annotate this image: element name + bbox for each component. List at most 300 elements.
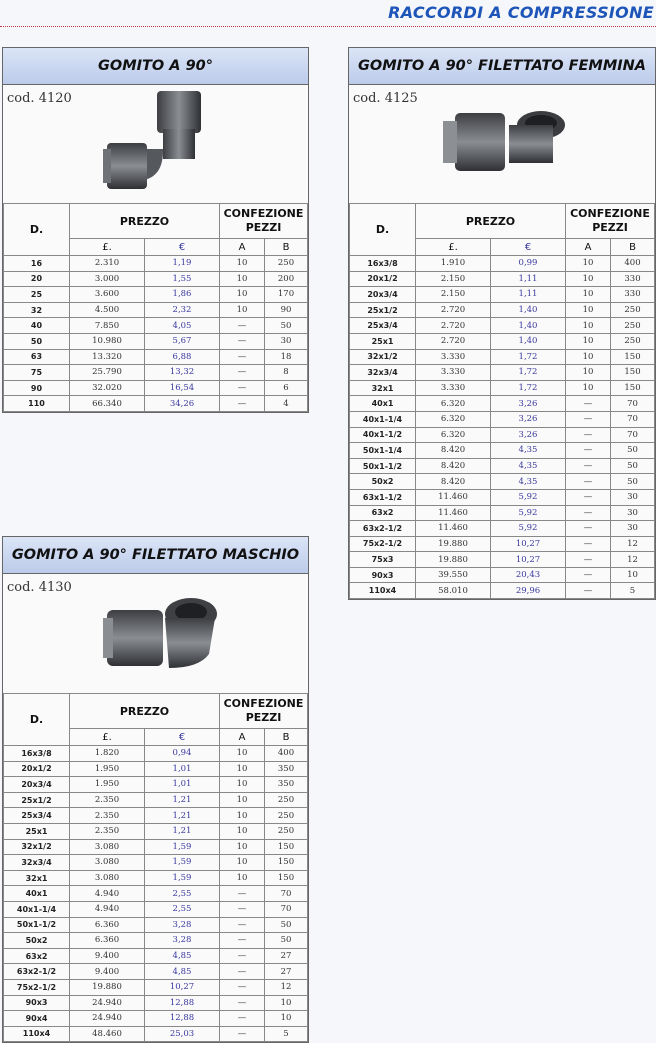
cell-diameter: 75x3	[350, 552, 416, 568]
cell-pack-b: 12	[265, 979, 308, 995]
table-row	[350, 567, 655, 583]
product-block-gomito-90	[2, 47, 309, 413]
cell-pack-b: 90	[265, 302, 308, 318]
table-row	[4, 380, 308, 396]
table-row	[350, 521, 655, 537]
cell-price-euro: 1,59	[145, 870, 220, 886]
cell-price-euro: 3,26	[491, 427, 566, 443]
price-table	[349, 203, 655, 599]
table-row	[4, 349, 308, 365]
cell-diameter: 25x3/4	[350, 318, 416, 334]
cell-pack-a: —	[566, 521, 611, 537]
table-row	[350, 396, 655, 412]
table-row	[350, 365, 655, 381]
table-row	[350, 474, 655, 490]
cell-price-lire: 48.460	[70, 1026, 145, 1042]
cell-pack-b: 30	[611, 521, 655, 537]
table-row	[350, 287, 655, 303]
cell-pack-b: 150	[265, 870, 308, 886]
table-row	[350, 458, 655, 474]
cell-price-lire: 10.980	[70, 333, 145, 349]
cell-price-euro: 1,55	[145, 271, 220, 287]
table-row	[4, 917, 308, 933]
cell-pack-b: 18	[265, 349, 308, 365]
cell-price-euro: 20,43	[491, 567, 566, 583]
table-row	[4, 995, 308, 1011]
elbow-fitting-image	[99, 91, 219, 201]
cell-price-euro: 10,27	[491, 536, 566, 552]
cell-price-euro: 1,72	[491, 365, 566, 381]
cell-diameter: 32x1/2	[4, 839, 70, 855]
cell-price-euro: 5,92	[491, 505, 566, 521]
block-title: GOMITO A 90°	[3, 48, 308, 85]
product-block-gomito-90-maschio	[2, 536, 309, 1043]
cell-diameter: 16x3/8	[4, 746, 70, 762]
cell-diameter: 110x4	[350, 583, 416, 599]
male-elbow-fitting-image	[99, 588, 229, 688]
cell-price-euro: 2,55	[145, 901, 220, 917]
cell-pack-a: —	[220, 365, 265, 381]
column-header-euro: €	[145, 239, 220, 256]
cell-pack-b: 30	[611, 489, 655, 505]
cell-pack-a: —	[566, 552, 611, 568]
product-picture-area	[3, 85, 308, 203]
cell-pack-b: 50	[611, 474, 655, 490]
cell-pack-a: 10	[566, 365, 611, 381]
cell-pack-b: 150	[611, 365, 655, 381]
cell-price-euro: 1,40	[491, 318, 566, 334]
cell-price-lire: 6.320	[416, 427, 491, 443]
cell-price-euro: 4,35	[491, 474, 566, 490]
cell-pack-a: 10	[220, 271, 265, 287]
column-header-a: A	[220, 729, 265, 746]
cell-price-lire: 32.020	[70, 380, 145, 396]
cell-diameter: 63x2-1/2	[4, 964, 70, 980]
cell-price-euro: 1,01	[145, 777, 220, 793]
cell-pack-b: 4	[265, 396, 308, 412]
cell-pack-a: —	[220, 1011, 265, 1027]
cell-price-lire: 2.150	[416, 271, 491, 287]
cell-diameter: 90x3	[4, 995, 70, 1011]
cell-diameter: 75x2-1/2	[4, 979, 70, 995]
cell-price-lire: 9.400	[70, 948, 145, 964]
cell-diameter: 25x1/2	[350, 302, 416, 318]
cell-pack-a: —	[220, 380, 265, 396]
cell-pack-b: 12	[611, 552, 655, 568]
cell-pack-a: 10	[220, 855, 265, 871]
cell-diameter: 16	[4, 256, 70, 272]
cell-price-euro: 3,26	[491, 396, 566, 412]
cell-price-lire: 3.080	[70, 870, 145, 886]
cell-pack-a: —	[566, 583, 611, 599]
table-row	[4, 948, 308, 964]
table-row	[350, 302, 655, 318]
cell-price-euro: 1,01	[145, 761, 220, 777]
cell-price-euro: 3,26	[491, 411, 566, 427]
cell-pack-b: 50	[611, 458, 655, 474]
cell-diameter: 50x2	[350, 474, 416, 490]
cell-pack-a: 10	[220, 823, 265, 839]
table-row	[4, 287, 308, 303]
cell-price-euro: 5,92	[491, 489, 566, 505]
cell-price-lire: 3.000	[70, 271, 145, 287]
cell-pack-a: —	[566, 396, 611, 412]
cell-price-euro: 4,35	[491, 443, 566, 459]
cell-pack-b: 5	[265, 1026, 308, 1042]
cell-price-lire: 8.420	[416, 458, 491, 474]
table-row	[4, 979, 308, 995]
cell-price-lire: 2.310	[70, 256, 145, 272]
page-header	[0, 0, 656, 30]
cell-price-lire: 3.600	[70, 287, 145, 303]
cell-price-lire: 3.080	[70, 855, 145, 871]
cell-price-lire: 1.950	[70, 777, 145, 793]
product-code: cod. 4120	[7, 91, 72, 106]
cell-pack-a: 10	[566, 318, 611, 334]
cell-price-euro: 1,21	[145, 823, 220, 839]
column-header-prezzo: PREZZO	[416, 204, 566, 239]
cell-price-euro: 1,59	[145, 855, 220, 871]
cell-price-euro: 1,72	[491, 380, 566, 396]
cell-pack-b: 27	[265, 948, 308, 964]
cell-pack-b: 350	[265, 761, 308, 777]
cell-price-lire: 6.320	[416, 411, 491, 427]
cell-pack-a: —	[220, 333, 265, 349]
column-header-prezzo: PREZZO	[70, 694, 220, 729]
cell-diameter: 40x1	[350, 396, 416, 412]
table-row	[4, 256, 308, 272]
cell-price-lire: 7.850	[70, 318, 145, 334]
cell-pack-a: —	[220, 917, 265, 933]
cell-pack-a: —	[566, 474, 611, 490]
cell-price-lire: 3.080	[70, 839, 145, 855]
cell-diameter: 110x4	[4, 1026, 70, 1042]
cell-pack-a: 10	[220, 839, 265, 855]
cell-pack-b: 330	[611, 287, 655, 303]
cell-pack-b: 30	[611, 505, 655, 521]
product-code: cod. 4125	[353, 91, 418, 106]
cell-diameter: 32x1	[350, 380, 416, 396]
cell-pack-b: 27	[265, 964, 308, 980]
cell-pack-b: 50	[611, 443, 655, 459]
cell-diameter: 50x1-1/2	[4, 917, 70, 933]
table-row	[350, 333, 655, 349]
cell-price-euro: 1,59	[145, 839, 220, 855]
cell-pack-b: 10	[611, 567, 655, 583]
cell-diameter: 25	[4, 287, 70, 303]
table-row	[350, 380, 655, 396]
cell-pack-a: 10	[220, 302, 265, 318]
cell-price-euro: 4,05	[145, 318, 220, 334]
cell-pack-a: 10	[566, 302, 611, 318]
table-row	[4, 746, 308, 762]
cell-pack-a: —	[220, 886, 265, 902]
cell-diameter: 63	[4, 349, 70, 365]
table-row	[4, 855, 308, 871]
cell-pack-b: 50	[265, 917, 308, 933]
block-title: GOMITO A 90° FILETTATO FEMMINA	[349, 48, 655, 85]
cell-pack-b: 10	[265, 995, 308, 1011]
cell-pack-b: 250	[611, 318, 655, 334]
cell-price-euro: 10,27	[145, 979, 220, 995]
column-header-d: D.	[350, 204, 416, 256]
cell-price-lire: 2.720	[416, 333, 491, 349]
cell-price-lire: 9.400	[70, 964, 145, 980]
cell-pack-b: 330	[611, 271, 655, 287]
table-row	[4, 318, 308, 334]
cell-pack-b: 12	[611, 536, 655, 552]
cell-price-lire: 4.940	[70, 901, 145, 917]
cell-pack-a: 10	[566, 287, 611, 303]
cell-pack-b: 400	[265, 746, 308, 762]
table-row	[350, 318, 655, 334]
table-row	[350, 583, 655, 599]
cell-pack-a: 10	[566, 349, 611, 365]
table-row	[4, 1011, 308, 1027]
cell-diameter: 75x2-1/2	[350, 536, 416, 552]
cell-price-lire: 11.460	[416, 521, 491, 537]
cell-price-lire: 11.460	[416, 489, 491, 505]
product-picture-area	[349, 85, 655, 203]
column-header-confezione: CONFEZIONE PEZZI	[220, 694, 308, 729]
cell-pack-b: 5	[611, 583, 655, 599]
cell-diameter: 32x3/4	[350, 365, 416, 381]
table-row	[350, 349, 655, 365]
cell-pack-a: —	[566, 505, 611, 521]
table-row	[350, 443, 655, 459]
cell-pack-b: 250	[611, 302, 655, 318]
cell-diameter: 50x1-1/2	[350, 458, 416, 474]
cell-pack-b: 150	[611, 349, 655, 365]
cell-diameter: 25x1	[4, 823, 70, 839]
cell-diameter: 20x3/4	[4, 777, 70, 793]
cell-diameter: 50x1-1/4	[350, 443, 416, 459]
cell-price-euro: 29,96	[491, 583, 566, 599]
column-header-confezione: CONFEZIONE PEZZI	[566, 204, 655, 239]
cell-price-euro: 4,35	[491, 458, 566, 474]
column-header-lira: £.	[416, 239, 491, 256]
cell-price-euro: 4,85	[145, 948, 220, 964]
cell-pack-b: 250	[265, 823, 308, 839]
cell-pack-a: 10	[566, 380, 611, 396]
cell-pack-b: 70	[265, 886, 308, 902]
table-row	[4, 333, 308, 349]
cell-pack-a: 10	[566, 271, 611, 287]
cell-price-lire: 2.150	[416, 287, 491, 303]
cell-pack-a: 10	[220, 287, 265, 303]
cell-price-euro: 2,32	[145, 302, 220, 318]
cell-price-lire: 39.550	[416, 567, 491, 583]
cell-diameter: 40x1-1/4	[4, 901, 70, 917]
cell-diameter: 32x3/4	[4, 855, 70, 871]
cell-diameter: 63x2	[350, 505, 416, 521]
cell-pack-b: 250	[265, 256, 308, 272]
cell-price-lire: 1.910	[416, 256, 491, 272]
page-title: RACCORDI A COMPRESSIONE	[388, 3, 654, 22]
cell-price-lire: 3.330	[416, 365, 491, 381]
product-block-gomito-90-femmina	[348, 47, 656, 600]
cell-price-lire: 11.460	[416, 505, 491, 521]
cell-price-lire: 2.350	[70, 823, 145, 839]
cell-diameter: 25x3/4	[4, 808, 70, 824]
cell-diameter: 90x3	[350, 567, 416, 583]
cell-diameter: 40x1-1/4	[350, 411, 416, 427]
cell-price-euro: 10,27	[491, 552, 566, 568]
block-title: GOMITO A 90° FILETTATO MASCHIO	[3, 537, 308, 574]
cell-price-lire: 2.720	[416, 318, 491, 334]
cell-pack-b: 70	[265, 901, 308, 917]
column-header-euro: €	[145, 729, 220, 746]
table-row	[350, 505, 655, 521]
cell-price-euro: 1,21	[145, 808, 220, 824]
cell-price-euro: 13,32	[145, 365, 220, 381]
cell-diameter: 63x1-1/2	[350, 489, 416, 505]
column-header-confezione: CONFEZIONE PEZZI	[220, 204, 308, 239]
cell-price-euro: 6,88	[145, 349, 220, 365]
cell-price-lire: 25.790	[70, 365, 145, 381]
cell-price-euro: 1,11	[491, 271, 566, 287]
table-row	[4, 302, 308, 318]
cell-pack-a: 10	[220, 761, 265, 777]
cell-diameter: 63x2-1/2	[350, 521, 416, 537]
cell-diameter: 63x2	[4, 948, 70, 964]
cell-price-euro: 1,40	[491, 333, 566, 349]
cell-price-lire: 1.820	[70, 746, 145, 762]
cell-pack-a: 10	[220, 808, 265, 824]
table-row	[350, 411, 655, 427]
cell-diameter: 50	[4, 333, 70, 349]
cell-pack-a: —	[566, 443, 611, 459]
cell-diameter: 75	[4, 365, 70, 381]
column-header-a: A	[220, 239, 265, 256]
cell-price-euro: 34,26	[145, 396, 220, 412]
cell-diameter: 20	[4, 271, 70, 287]
cell-price-lire: 3.330	[416, 380, 491, 396]
cell-price-euro: 2,55	[145, 886, 220, 902]
female-elbow-fitting-image	[439, 95, 569, 195]
cell-price-lire: 4.500	[70, 302, 145, 318]
cell-diameter: 40x1	[4, 886, 70, 902]
table-row	[4, 271, 308, 287]
cell-pack-a: —	[566, 536, 611, 552]
cell-pack-a: —	[566, 489, 611, 505]
cell-pack-b: 70	[611, 427, 655, 443]
column-header-a: A	[566, 239, 611, 256]
cell-pack-b: 150	[265, 839, 308, 855]
table-row	[4, 1026, 308, 1042]
cell-price-lire: 1.950	[70, 761, 145, 777]
column-header-b: B	[265, 239, 308, 256]
cell-diameter: 40x1-1/2	[350, 427, 416, 443]
cell-pack-b: 250	[265, 808, 308, 824]
cell-pack-a: 10	[220, 777, 265, 793]
cell-pack-a: 10	[220, 870, 265, 886]
cell-diameter: 90x4	[4, 1011, 70, 1027]
cell-price-euro: 1,86	[145, 287, 220, 303]
cell-price-lire: 2.350	[70, 792, 145, 808]
cell-pack-b: 70	[611, 396, 655, 412]
cell-price-euro: 1,11	[491, 287, 566, 303]
table-row	[4, 823, 308, 839]
table-row	[350, 256, 655, 272]
cell-pack-b: 50	[265, 933, 308, 949]
cell-diameter: 25x1/2	[4, 792, 70, 808]
cell-price-euro: 0,99	[491, 256, 566, 272]
table-row	[4, 396, 308, 412]
cell-pack-a: —	[220, 318, 265, 334]
cell-price-lire: 19.880	[416, 552, 491, 568]
table-row	[4, 792, 308, 808]
table-row	[4, 777, 308, 793]
cell-diameter: 25x1	[350, 333, 416, 349]
column-header-b: B	[611, 239, 655, 256]
cell-pack-a: —	[566, 458, 611, 474]
cell-price-euro: 1,40	[491, 302, 566, 318]
cell-price-lire: 58.010	[416, 583, 491, 599]
column-header-prezzo: PREZZO	[70, 204, 220, 239]
cell-pack-a: —	[220, 1026, 265, 1042]
cell-pack-a: 10	[220, 746, 265, 762]
cell-diameter: 50x2	[4, 933, 70, 949]
column-header-d: D.	[4, 694, 70, 746]
cell-price-euro: 16,54	[145, 380, 220, 396]
cell-price-lire: 6.360	[70, 917, 145, 933]
cell-pack-b: 250	[611, 333, 655, 349]
table-row	[350, 427, 655, 443]
cell-diameter: 32x1/2	[350, 349, 416, 365]
cell-price-euro: 5,92	[491, 521, 566, 537]
price-table	[3, 693, 308, 1042]
table-row	[4, 886, 308, 902]
cell-price-lire: 3.330	[416, 349, 491, 365]
cell-diameter: 20x1/2	[4, 761, 70, 777]
cell-price-lire: 8.420	[416, 474, 491, 490]
column-header-b: B	[265, 729, 308, 746]
cell-pack-b: 250	[265, 792, 308, 808]
table-row	[4, 761, 308, 777]
cell-pack-a: 10	[566, 333, 611, 349]
cell-pack-a: —	[220, 964, 265, 980]
cell-pack-a: —	[566, 567, 611, 583]
cell-pack-a: —	[566, 411, 611, 427]
table-row	[4, 839, 308, 855]
cell-diameter: 110	[4, 396, 70, 412]
cell-price-lire: 19.880	[416, 536, 491, 552]
product-picture-area	[3, 574, 308, 693]
cell-price-lire: 24.940	[70, 995, 145, 1011]
cell-price-lire: 66.340	[70, 396, 145, 412]
cell-diameter: 32x1	[4, 870, 70, 886]
table-row	[350, 271, 655, 287]
cell-pack-a: —	[220, 979, 265, 995]
cell-pack-b: 350	[265, 777, 308, 793]
cell-price-lire: 19.880	[70, 979, 145, 995]
table-row	[350, 552, 655, 568]
cell-price-lire: 13.320	[70, 349, 145, 365]
cell-pack-a: —	[220, 396, 265, 412]
cell-price-lire: 2.720	[416, 302, 491, 318]
cell-price-lire: 6.320	[416, 396, 491, 412]
cell-price-lire: 24.940	[70, 1011, 145, 1027]
cell-price-euro: 12,88	[145, 1011, 220, 1027]
table-row	[4, 933, 308, 949]
cell-price-euro: 1,19	[145, 256, 220, 272]
table-row	[4, 870, 308, 886]
cell-price-euro: 1,21	[145, 792, 220, 808]
cell-pack-b: 70	[611, 411, 655, 427]
table-row	[4, 808, 308, 824]
column-header-euro: €	[491, 239, 566, 256]
